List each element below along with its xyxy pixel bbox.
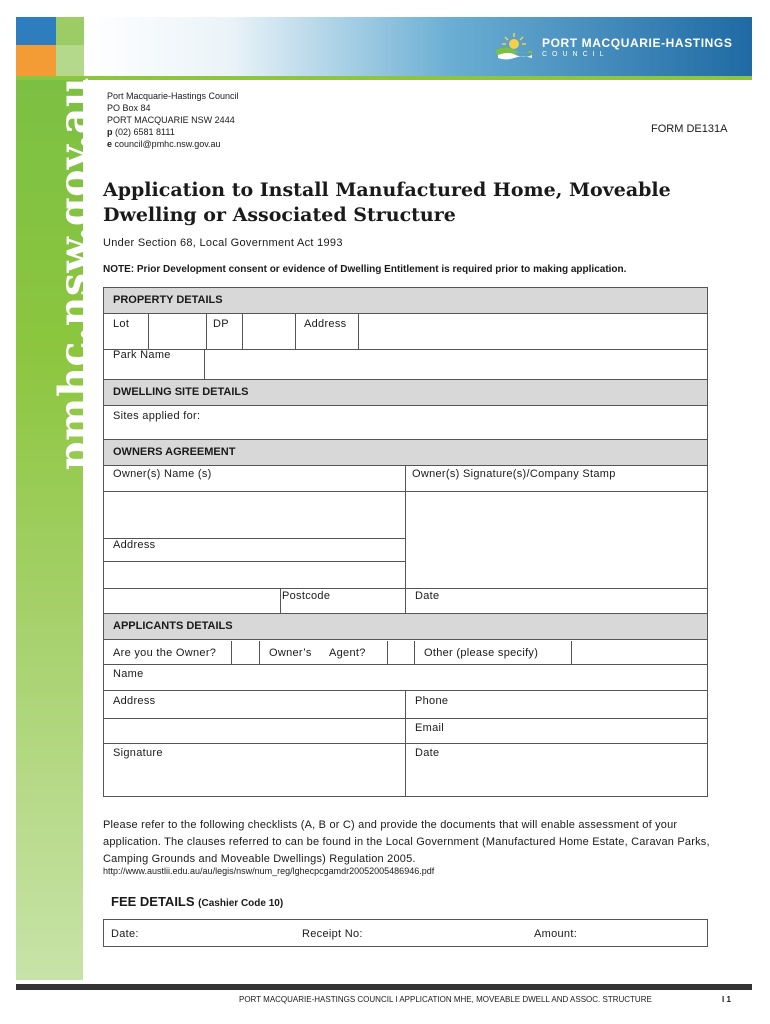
section-applicants: APPLICANTS DETAILS bbox=[104, 613, 707, 640]
logo-name: PORT MACQUARIE-HASTINGS bbox=[542, 36, 733, 50]
sites-applied-label: Sites applied for: bbox=[113, 410, 201, 422]
section-dwelling: DWELLING SITE DETAILS bbox=[104, 379, 707, 406]
applicant-date-label: Date bbox=[415, 747, 440, 759]
owner-signature-label: Owner(s) Signature(s)/Company Stamp bbox=[412, 468, 616, 480]
applicant-name-label: Name bbox=[113, 668, 144, 680]
phone-label: Phone bbox=[415, 695, 449, 707]
owner-address-label: Address bbox=[113, 539, 156, 551]
postcode-label: Postcode bbox=[282, 590, 331, 602]
fee-date-label: Date: bbox=[111, 928, 139, 940]
lot-label: Lot bbox=[113, 318, 130, 330]
instructions-paragraph: Please refer to the following checklists (A, B or C) and provide the documents that will enable assessment of your application. The clauses referred to can be found in the Local Government (Manufactured Home Estate, Caravan Parks, Camping Grounds and Moveable Dwellings) Regulation 2005. bbox=[103, 819, 710, 865]
address-label: Address bbox=[304, 318, 347, 330]
address-email: e council@pmhc.nsw.gov.au bbox=[107, 139, 221, 149]
page-number: I 1 bbox=[722, 995, 731, 1004]
fee-title: FEE DETAILS (Cashier Code 10) bbox=[111, 894, 284, 909]
fee-amount-label: Amount: bbox=[534, 928, 578, 940]
council-address bbox=[107, 90, 239, 150]
side-url: pmhc.nsw.gov.au bbox=[50, 76, 98, 470]
logo-sub: COUNCIL bbox=[542, 51, 609, 58]
header-stripe bbox=[16, 76, 752, 80]
application-form bbox=[103, 287, 708, 797]
email-label: Email bbox=[415, 722, 445, 734]
agent-label: Agent? bbox=[329, 647, 366, 659]
form-number: FORM DE131A bbox=[651, 123, 728, 135]
note: NOTE: Prior Development consent or evidence of Dwelling Entitlement is required prior to making application. bbox=[103, 264, 627, 275]
footer-text: PORT MACQUARIE-HASTINGS COUNCIL I APPLICATION MHE, MOVEABLE DWELL AND ASSOC. STRUCTURE bbox=[239, 995, 652, 1004]
section-property: PROPERTY DETAILS bbox=[104, 287, 707, 314]
address-line3: PORT MACQUARIE NSW 2444 bbox=[107, 115, 235, 125]
section-owners: OWNERS AGREEMENT bbox=[104, 439, 707, 466]
owner-names-label: Owner(s) Name (s) bbox=[113, 468, 212, 480]
other-label: Other (please specify) bbox=[424, 647, 539, 659]
address-phone: p (02) 6581 8111 bbox=[107, 127, 175, 137]
council-logo bbox=[494, 30, 734, 66]
signature-label: Signature bbox=[113, 747, 163, 759]
park-name-label: Park Name bbox=[113, 349, 171, 361]
page-title: Application to Install Manufactured Home, Moveable Dwelling or Associated Structure bbox=[103, 179, 671, 226]
fee-receipt-label: Receipt No: bbox=[302, 928, 363, 940]
address-line1: Port Macquarie-Hastings Council bbox=[107, 91, 239, 101]
header-square-blue bbox=[16, 17, 56, 45]
act-reference: Under Section 68, Local Government Act 1993 bbox=[103, 237, 343, 249]
footer-bar bbox=[16, 984, 752, 990]
header-square-lightgreen bbox=[56, 45, 84, 80]
applicant-address-label: Address bbox=[113, 695, 156, 707]
dp-label: DP bbox=[213, 318, 229, 330]
are-you-owner-label: Are you the Owner? bbox=[113, 647, 217, 659]
owner-date-label: Date bbox=[415, 590, 440, 602]
header-square-green bbox=[56, 17, 84, 45]
regulation-link[interactable]: http://www.austlii.edu.au/au/legis/nsw/num_reg/lghecpcgamdr20052005486946.pdf bbox=[103, 866, 435, 876]
fee-box bbox=[103, 919, 708, 947]
owners-label: Owner’s bbox=[269, 647, 312, 659]
sun-wave-icon bbox=[494, 30, 534, 60]
header-square-orange bbox=[16, 45, 56, 80]
address-line2: PO Box 84 bbox=[107, 103, 151, 113]
